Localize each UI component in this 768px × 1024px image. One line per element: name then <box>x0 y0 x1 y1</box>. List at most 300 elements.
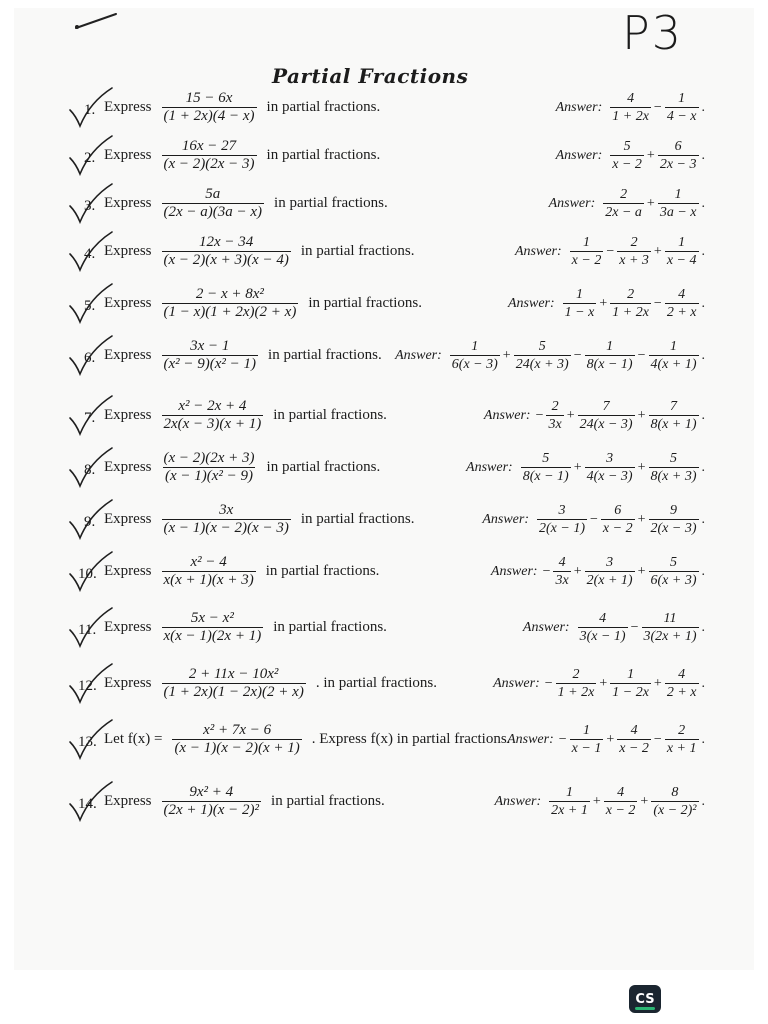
fraction-denominator: 2 + x <box>666 685 697 700</box>
fraction-numerator: 1 <box>576 287 583 302</box>
problem-fraction <box>162 138 257 173</box>
fraction-numerator: 5 <box>670 555 677 570</box>
fraction-denominator: x(x + 1)(x + 3) <box>163 572 254 588</box>
fraction-denominator: 1 − 2x <box>612 685 649 700</box>
answer-sign: + <box>637 563 646 579</box>
problem-number: 4. <box>84 246 96 262</box>
answer-sign: + <box>599 295 608 311</box>
answer-fraction <box>450 338 500 373</box>
fraction-numerator: 1 <box>674 187 682 202</box>
fraction-denominator: (x − 2)² <box>653 803 697 818</box>
fraction-numerator: 2 <box>627 287 635 302</box>
problem-answer <box>491 554 706 589</box>
problem-lead: Express <box>104 619 152 635</box>
fraction-numerator: 1 <box>583 235 590 250</box>
fraction-numerator: 1 <box>627 667 635 682</box>
answer-sign: . <box>701 511 705 527</box>
problem-row <box>0 234 768 288</box>
answer-fraction <box>546 398 563 433</box>
answer-fraction <box>610 666 651 701</box>
fraction-numerator: 1 <box>583 723 590 738</box>
fraction-denominator: x − 2 <box>602 521 633 536</box>
answer-label: Answer: <box>522 619 570 635</box>
problem-row <box>0 450 768 504</box>
problem-number: 1. <box>84 102 96 118</box>
answer-fraction <box>549 784 590 819</box>
answer-fraction <box>537 502 587 537</box>
fraction-denominator: x − 2 <box>619 741 649 756</box>
problem-fraction <box>162 286 299 321</box>
pen-mark <box>74 10 118 30</box>
fraction-numerator: (x − 2)(2x + 3) <box>163 450 255 466</box>
answer-fraction <box>658 186 699 221</box>
answer-sign: − <box>558 731 567 747</box>
problem-question <box>104 186 388 221</box>
problem-question <box>104 722 510 757</box>
answer-sign: . <box>701 459 705 475</box>
answer-fraction <box>604 784 638 819</box>
fraction-numerator: 3x <box>219 502 234 518</box>
answer-label: Answer: <box>555 147 603 163</box>
fraction-numerator: 3 <box>606 555 614 570</box>
answer-fraction <box>610 90 651 125</box>
fraction-denominator: 3(x − 1) <box>579 629 626 644</box>
problem-question <box>104 784 385 819</box>
answer-sign: − <box>544 675 553 691</box>
answer-fraction <box>610 138 644 173</box>
answer-label: Answer: <box>395 347 442 363</box>
fraction-denominator: (1 + 2x)(4 − x) <box>163 108 255 124</box>
answer-sign: − <box>606 243 615 259</box>
problem-question <box>104 138 380 173</box>
problem-row <box>0 286 768 340</box>
answer-fraction <box>553 554 570 589</box>
fraction-numerator: 1 <box>606 339 614 354</box>
problem-answer <box>494 784 706 819</box>
fraction-denominator: x − 4 <box>666 253 697 268</box>
answer-sign: + <box>653 243 662 259</box>
fraction-numerator: 16x − 27 <box>181 138 237 154</box>
answer-sign: − <box>637 347 646 363</box>
answer-fraction <box>617 234 651 269</box>
problem-question <box>104 286 422 321</box>
fraction-denominator: 24(x + 3) <box>515 357 569 372</box>
fraction-numerator: 1 <box>565 785 573 800</box>
fraction-numerator: 6 <box>674 139 682 154</box>
answer-fraction <box>610 286 651 321</box>
fraction-denominator: 4 − x <box>666 109 697 124</box>
fraction-numerator: 8 <box>671 785 679 800</box>
answer-label: Answer: <box>483 407 531 423</box>
answer-fraction <box>642 610 699 645</box>
fraction-denominator: 8(x − 1) <box>522 469 569 484</box>
fraction-numerator: 4 <box>678 287 686 302</box>
answer-fraction <box>603 186 644 221</box>
answer-fraction <box>578 610 628 645</box>
fraction-denominator: (x − 1)(x − 2)(x − 3) <box>163 520 289 536</box>
fraction-denominator: 4(x + 1) <box>650 357 697 372</box>
answer-fraction <box>514 338 571 373</box>
problem-row <box>0 554 768 608</box>
fraction-denominator: 2(x + 1) <box>586 573 633 588</box>
problem-question <box>104 502 415 537</box>
problem-answer <box>549 186 706 221</box>
answer-sign: + <box>640 793 649 809</box>
answer-label: Answer: <box>493 675 540 691</box>
answer-sign: + <box>653 675 662 691</box>
answer-sign: + <box>637 407 646 423</box>
fraction-numerator: 9x² + 4 <box>189 784 234 800</box>
problem-lead: Express <box>104 511 152 527</box>
problem-answer <box>556 138 706 173</box>
answer-label: Answer: <box>507 731 554 747</box>
fraction-denominator: x − 2 <box>605 803 636 818</box>
fraction-numerator: 4 <box>678 667 686 682</box>
problem-answer <box>482 502 706 537</box>
fraction-numerator: 4 <box>599 611 607 626</box>
answer-sign: − <box>590 511 598 527</box>
answer-sign: + <box>606 731 615 747</box>
answer-sign: + <box>646 147 655 163</box>
scanner-logo: CS <box>629 985 661 1013</box>
fraction-numerator: 2 + 11x − 10x² <box>188 666 279 682</box>
answer-sign: + <box>573 563 582 579</box>
fraction-numerator: 5 <box>538 339 546 354</box>
problem-lead: Let f(x) = <box>104 731 163 747</box>
answer-fraction <box>649 502 699 537</box>
answer-sign: . <box>701 619 705 635</box>
answer-sign: + <box>637 511 646 527</box>
answer-sign: . <box>701 195 705 211</box>
fraction-numerator: x² + 7x − 6 <box>203 722 272 738</box>
problem-instruction: in partial fractions. <box>271 793 385 809</box>
answer-label: Answer: <box>466 459 513 475</box>
problem-number: 10. <box>78 566 97 582</box>
problem-lead: Express <box>104 675 152 691</box>
problem-instruction: in partial fractions. <box>268 347 382 363</box>
answer-fraction <box>665 90 699 125</box>
problem-number: 11. <box>78 622 97 638</box>
fraction-numerator: 12x − 34 <box>199 234 254 250</box>
answer-sign: . <box>701 243 705 259</box>
problem-answer <box>523 610 706 645</box>
fraction-denominator: 6(x − 3) <box>451 357 498 372</box>
problem-lead: Express <box>104 99 152 115</box>
answer-sign: . <box>701 793 705 809</box>
answer-sign: . <box>701 295 705 311</box>
fraction-numerator: 2 <box>551 399 559 414</box>
answer-sign: + <box>592 793 601 809</box>
problem-fraction <box>162 502 291 537</box>
problem-fraction <box>162 610 264 645</box>
answer-fraction <box>617 722 651 757</box>
problem-fraction <box>162 186 265 221</box>
problem-instruction: . in partial fractions. <box>315 675 438 691</box>
answer-fraction <box>651 784 698 819</box>
fraction-numerator: 5 <box>623 139 631 154</box>
problem-lead: Express <box>104 459 152 475</box>
problem-lead: Express <box>104 793 152 809</box>
fraction-numerator: 15 − 6x <box>185 90 233 106</box>
fraction-denominator: (x − 2)(2x − 3) <box>163 156 255 172</box>
fraction-denominator: 2x(x − 3)(x + 1) <box>163 416 262 432</box>
fraction-numerator: 3x − 1 <box>190 338 230 354</box>
fraction-denominator: x(x − 1)(2x + 1) <box>163 628 262 644</box>
fraction-denominator: 2x − 3 <box>659 157 697 172</box>
answer-label: Answer: <box>515 243 562 259</box>
answer-sign: . <box>701 347 705 363</box>
fraction-denominator: (x − 2)(x + 3)(x − 4) <box>163 252 289 268</box>
answer-fraction <box>521 450 571 485</box>
answer-label: Answer: <box>548 195 596 211</box>
problem-question <box>104 554 379 589</box>
answer-sign: . <box>701 99 705 115</box>
problem-instruction: in partial fractions. <box>300 243 415 259</box>
fraction-numerator: 11 <box>663 611 677 626</box>
fraction-denominator: 1 + 2x <box>612 305 649 320</box>
answer-fraction <box>658 138 699 173</box>
problem-number: 14. <box>78 796 97 812</box>
fraction-numerator: 1 <box>678 91 686 106</box>
problem-fraction <box>162 554 256 589</box>
fraction-denominator: 8(x + 1) <box>650 417 697 432</box>
fraction-denominator: 2 + x <box>666 305 697 320</box>
answer-fraction <box>649 554 699 589</box>
problem-question <box>104 450 380 485</box>
problem-question <box>104 234 415 269</box>
problem-row <box>0 502 768 556</box>
fraction-denominator: (1 + 2x)(1 − 2x)(2 + x) <box>163 684 304 700</box>
fraction-numerator: 5 <box>670 451 677 466</box>
answer-fraction <box>665 722 699 757</box>
problem-answer <box>395 338 706 373</box>
problem-number: 9. <box>84 514 96 530</box>
fraction-numerator: 7 <box>602 399 610 414</box>
problem-lead: Express <box>104 243 152 259</box>
answer-sign: . <box>701 731 705 747</box>
fraction-numerator: 2 <box>630 235 638 250</box>
fraction-denominator: 1 + 2x <box>612 109 649 124</box>
answer-sign: − <box>653 99 662 115</box>
problem-fraction <box>162 450 257 485</box>
answer-sign: − <box>653 731 662 747</box>
fraction-denominator: x − 2 <box>612 157 642 172</box>
problem-row <box>0 398 768 452</box>
answer-fraction <box>649 398 699 433</box>
fraction-numerator: 6 <box>614 503 622 518</box>
answer-sign: . <box>701 147 705 163</box>
fraction-denominator: (1 − x)(1 + 2x)(2 + x) <box>163 304 297 320</box>
answer-fraction <box>585 450 635 485</box>
fraction-denominator: (x − 1)(x − 2)(x + 1) <box>174 740 300 756</box>
problem-instruction: in partial fractions. <box>266 459 381 475</box>
fraction-numerator: 3 <box>558 503 566 518</box>
problem-answer <box>515 234 706 269</box>
problem-row <box>0 610 768 664</box>
answer-sign: + <box>573 459 582 475</box>
problem-row <box>0 784 768 838</box>
fraction-denominator: (2x + 1)(x − 2)² <box>163 802 260 818</box>
problem-instruction: . Express f(x) in partial fractions. <box>311 731 511 747</box>
fraction-numerator: 2 <box>572 667 580 682</box>
answer-fraction <box>665 286 699 321</box>
problem-lead: Express <box>104 347 152 363</box>
fraction-numerator: x² − 2x + 4 <box>178 398 247 414</box>
page-title: Partial Fractions <box>272 64 469 88</box>
fraction-denominator: 1 − x <box>564 305 595 320</box>
fraction-denominator: 3x <box>548 417 562 432</box>
fraction-numerator: 4 <box>617 785 625 800</box>
problem-number: 6. <box>84 350 96 366</box>
fraction-numerator: 2 <box>678 723 686 738</box>
problem-instruction: in partial fractions. <box>265 563 380 579</box>
problem-number: 12. <box>78 678 97 694</box>
fraction-denominator: (2x − a)(3a − x) <box>163 204 263 220</box>
answer-label: Answer: <box>494 793 542 809</box>
answer-fraction <box>570 722 604 757</box>
fraction-denominator: (x − 1)(x² − 9) <box>165 468 254 484</box>
answer-fraction <box>601 502 635 537</box>
problem-question <box>104 90 380 125</box>
fraction-numerator: 5 <box>542 451 550 466</box>
answer-fraction <box>665 234 699 269</box>
fraction-numerator: 2 − x + 8x² <box>195 286 264 302</box>
answer-sign: + <box>599 675 608 691</box>
fraction-numerator: 9 <box>670 503 677 518</box>
fraction-denominator: x + 3 <box>619 253 649 268</box>
answer-fraction <box>649 338 699 373</box>
answer-label: Answer: <box>490 563 538 579</box>
fraction-numerator: 5x − x² <box>190 610 234 626</box>
answer-sign: + <box>637 459 646 475</box>
page-label: P3 <box>622 6 684 60</box>
problem-number: 8. <box>84 462 96 478</box>
fraction-numerator: 4 <box>630 723 638 738</box>
problem-fraction <box>162 90 257 125</box>
problem-number: 13. <box>78 734 97 750</box>
fraction-denominator: x − 1 <box>571 741 602 756</box>
problem-answer <box>484 398 706 433</box>
answer-fraction <box>585 554 635 589</box>
answer-fraction <box>665 666 699 701</box>
fraction-numerator: 5a <box>205 186 221 202</box>
problem-instruction: in partial fractions. <box>300 511 415 527</box>
fraction-denominator: 8(x − 1) <box>586 357 633 372</box>
answer-fraction <box>563 286 597 321</box>
fraction-numerator: x² − 4 <box>190 554 227 570</box>
problem-answer <box>466 450 706 485</box>
problem-row <box>0 666 768 720</box>
answer-sign: − <box>542 563 551 579</box>
problem-number: 7. <box>84 410 96 426</box>
problem-instruction: in partial fractions. <box>308 295 423 311</box>
answer-fraction <box>556 666 597 701</box>
problem-number: 3. <box>84 198 96 214</box>
problem-fraction <box>162 398 264 433</box>
fraction-denominator: 6(x + 3) <box>650 573 697 588</box>
problem-fraction <box>162 666 306 701</box>
fraction-denominator: 24(x − 3) <box>579 417 633 432</box>
problem-number: 2. <box>84 150 96 166</box>
problem-question <box>104 610 387 645</box>
answer-sign: − <box>653 295 662 311</box>
problem-lead: Express <box>104 563 152 579</box>
answer-sign: . <box>701 563 705 579</box>
fraction-denominator: 2(x − 3) <box>650 521 697 536</box>
answer-sign: − <box>573 347 582 363</box>
fraction-denominator: (x² − 9)(x² − 1) <box>163 356 257 372</box>
problem-fraction <box>162 784 262 819</box>
fraction-denominator: 3x <box>555 573 569 588</box>
problem-answer <box>556 90 706 125</box>
answer-sign: − <box>535 407 544 423</box>
fraction-denominator: 2x + 1 <box>551 803 588 818</box>
problem-instruction: in partial fractions. <box>274 195 388 211</box>
problem-instruction: in partial fractions. <box>273 407 387 423</box>
answer-sign: . <box>701 407 705 423</box>
answer-label: Answer: <box>555 99 603 115</box>
fraction-numerator: 4 <box>627 91 635 106</box>
fraction-denominator: 8(x + 3) <box>650 469 697 484</box>
problem-lead: Express <box>104 195 152 211</box>
problem-question <box>104 666 437 701</box>
fraction-denominator: x + 1 <box>666 741 697 756</box>
problem-fraction <box>172 722 301 757</box>
problem-lead: Express <box>104 147 152 163</box>
problem-question <box>104 398 387 433</box>
answer-sign: + <box>646 195 655 211</box>
problem-lead: Express <box>104 407 152 423</box>
fraction-numerator: 1 <box>670 339 677 354</box>
problem-instruction: in partial fractions. <box>266 99 381 115</box>
fraction-numerator: 7 <box>670 399 677 414</box>
answer-label: Answer: <box>482 511 530 527</box>
problem-fraction <box>162 234 291 269</box>
problem-instruction: in partial fractions. <box>266 147 381 163</box>
answer-fraction <box>570 234 604 269</box>
fraction-denominator: 2x − a <box>605 205 642 220</box>
problem-row <box>0 722 768 776</box>
answer-sign: + <box>502 347 511 363</box>
fraction-numerator: 2 <box>620 187 628 202</box>
fraction-numerator: 4 <box>558 555 566 570</box>
answer-sign: + <box>566 407 575 423</box>
problem-number: 5. <box>84 298 96 314</box>
fraction-denominator: 4(x − 3) <box>586 469 633 484</box>
problem-answer <box>507 722 706 757</box>
fraction-denominator: 3a − x <box>659 205 697 220</box>
problem-lead: Express <box>104 295 152 311</box>
fraction-numerator: 3 <box>606 451 614 466</box>
fraction-denominator: 3(2x + 1) <box>643 629 697 644</box>
problem-instruction: in partial fractions. <box>273 619 387 635</box>
answer-fraction <box>649 450 699 485</box>
problem-answer <box>493 666 706 701</box>
answer-sign: . <box>701 675 705 691</box>
fraction-denominator: 2(x − 1) <box>539 521 586 536</box>
problem-fraction <box>162 338 259 373</box>
fraction-denominator: x − 2 <box>571 253 602 268</box>
fraction-numerator: 1 <box>471 339 479 354</box>
answer-fraction <box>585 338 635 373</box>
answer-label: Answer: <box>508 295 555 311</box>
fraction-denominator: 1 + 2x <box>557 685 595 700</box>
answer-sign: − <box>630 619 639 635</box>
fraction-numerator: 1 <box>678 235 686 250</box>
problem-question <box>104 338 382 373</box>
answer-fraction <box>578 398 635 433</box>
problem-answer <box>508 286 706 321</box>
